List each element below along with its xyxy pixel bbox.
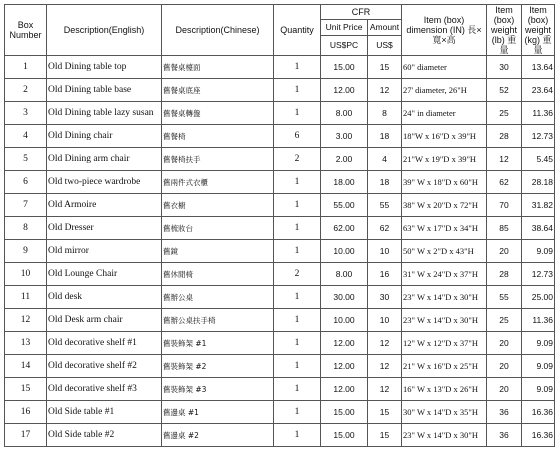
unit-price-cell: 15.00 bbox=[321, 56, 368, 79]
weight-lb-cell: 30 bbox=[487, 56, 522, 79]
weight-lb-cell: 28 bbox=[487, 263, 522, 286]
box-number-cell: 10 bbox=[5, 263, 47, 286]
description-english-cell: Old Side table #2 bbox=[47, 424, 162, 447]
quantity-cell: 2 bbox=[274, 148, 321, 171]
quantity-cell: 2 bbox=[274, 263, 321, 286]
unit-price-cell: 15.00 bbox=[321, 424, 368, 447]
description-english-cell: Old two-piece wardrobe bbox=[47, 171, 162, 194]
quantity-cell: 1 bbox=[274, 102, 321, 125]
description-english-cell: Old Dining table top bbox=[47, 56, 162, 79]
description-english-cell: Old Dresser bbox=[47, 217, 162, 240]
weight-kg-cell: 28.18 bbox=[522, 171, 555, 194]
weight-kg-cell: 25.00 bbox=[522, 286, 555, 309]
description-chinese-cell: 舊兩件式衣櫃 bbox=[162, 171, 274, 194]
dimension-cell: 39" W x 18"D x 60"H bbox=[402, 171, 487, 194]
weight-lb-cell: 55 bbox=[487, 286, 522, 309]
weight-kg-cell: 16.36 bbox=[522, 401, 555, 424]
table-row bbox=[5, 194, 555, 217]
box-number-cell: 4 bbox=[5, 125, 47, 148]
header-description-chinese: Description(Chinese) bbox=[162, 5, 274, 56]
weight-lb-cell: 25 bbox=[487, 102, 522, 125]
description-chinese-cell: 舊餐椅扶手 bbox=[162, 148, 274, 171]
description-english-cell: Old Lounge Chair bbox=[47, 263, 162, 286]
table-body bbox=[5, 56, 555, 447]
box-number-cell: 7 bbox=[5, 194, 47, 217]
header-box-number: Box Number bbox=[5, 5, 47, 56]
description-english-cell: Old Armoire bbox=[47, 194, 162, 217]
box-number-cell: 8 bbox=[5, 217, 47, 240]
description-chinese-cell: 舊餐桌檯面 bbox=[162, 56, 274, 79]
description-chinese-cell: 舊梳妝台 bbox=[162, 217, 274, 240]
description-english-cell: Old Dining table base bbox=[47, 79, 162, 102]
header-weight-kg: Item (box) weight (kg) 重量 bbox=[522, 5, 555, 56]
header-description-english: Description(English) bbox=[47, 5, 162, 56]
weight-kg-cell: 5.45 bbox=[522, 148, 555, 171]
box-number-cell: 14 bbox=[5, 355, 47, 378]
unit-price-cell: 18.00 bbox=[321, 171, 368, 194]
amount-cell: 12 bbox=[368, 332, 402, 355]
dimension-cell: 23" W x 14"D x 30"H bbox=[402, 286, 487, 309]
amount-cell: 12 bbox=[368, 79, 402, 102]
unit-price-cell: 12.00 bbox=[321, 378, 368, 401]
dimension-cell: 30" W x 14"D x 35"H bbox=[402, 401, 487, 424]
quantity-cell: 1 bbox=[274, 56, 321, 79]
dimension-cell: 12" W x 12"D x 37"H bbox=[402, 332, 487, 355]
quantity-cell: 1 bbox=[274, 424, 321, 447]
amount-cell: 4 bbox=[368, 148, 402, 171]
header-quantity: Quantity bbox=[274, 5, 321, 56]
amount-cell: 15 bbox=[368, 424, 402, 447]
dimension-cell: 63" W x 17"D x 34"H bbox=[402, 217, 487, 240]
dimension-cell: 21" W x 16"D x 25"H bbox=[402, 355, 487, 378]
weight-lb-cell: 20 bbox=[487, 240, 522, 263]
table-row bbox=[5, 378, 555, 401]
weight-kg-cell: 11.36 bbox=[522, 102, 555, 125]
dimension-cell: 24" in diameter bbox=[402, 102, 487, 125]
table-row bbox=[5, 102, 555, 125]
box-number-cell: 3 bbox=[5, 102, 47, 125]
description-chinese-cell: 舊休閒椅 bbox=[162, 263, 274, 286]
description-chinese-cell: 舊裝飾架 #3 bbox=[162, 378, 274, 401]
unit-price-cell: 12.00 bbox=[321, 355, 368, 378]
description-chinese-cell: 舊邊桌 #1 bbox=[162, 401, 274, 424]
table-header bbox=[5, 5, 555, 56]
amount-cell: 8 bbox=[368, 102, 402, 125]
header-unit-price: Unit Price bbox=[321, 19, 368, 35]
box-number-cell: 11 bbox=[5, 286, 47, 309]
dimension-cell: 27' diameter, 26"H bbox=[402, 79, 487, 102]
table-row bbox=[5, 355, 555, 378]
unit-price-cell: 12.00 bbox=[321, 332, 368, 355]
table-row bbox=[5, 171, 555, 194]
description-english-cell: Old Dining chair bbox=[47, 125, 162, 148]
box-number-cell: 15 bbox=[5, 378, 47, 401]
box-number-cell: 2 bbox=[5, 79, 47, 102]
weight-kg-cell: 31.82 bbox=[522, 194, 555, 217]
description-chinese-cell: 舊裝飾架 #1 bbox=[162, 332, 274, 355]
dimension-cell: 60" diameter bbox=[402, 56, 487, 79]
unit-price-cell: 10.00 bbox=[321, 240, 368, 263]
unit-price-cell: 30.00 bbox=[321, 286, 368, 309]
quantity-cell: 6 bbox=[274, 125, 321, 148]
box-number-cell: 17 bbox=[5, 424, 47, 447]
description-chinese-cell: 舊邊桌 #2 bbox=[162, 424, 274, 447]
weight-kg-cell: 12.73 bbox=[522, 125, 555, 148]
header-dimension: Item (box) dimension (IN) 長×寬×高 bbox=[402, 5, 487, 56]
weight-lb-cell: 36 bbox=[487, 401, 522, 424]
table-row bbox=[5, 56, 555, 79]
table-row bbox=[5, 148, 555, 171]
quantity-cell: 1 bbox=[274, 401, 321, 424]
quantity-cell: 1 bbox=[274, 286, 321, 309]
table-row bbox=[5, 263, 555, 286]
dimension-cell: 50" W x 2"D x 43"H bbox=[402, 240, 487, 263]
unit-price-cell: 8.00 bbox=[321, 263, 368, 286]
table-row bbox=[5, 240, 555, 263]
description-chinese-cell: 舊裝飾架 #2 bbox=[162, 355, 274, 378]
box-number-cell: 16 bbox=[5, 401, 47, 424]
description-english-cell: Old Dining arm chair bbox=[47, 148, 162, 171]
unit-price-cell: 10.00 bbox=[321, 309, 368, 332]
weight-lb-cell: 20 bbox=[487, 355, 522, 378]
description-english-cell: Old desk bbox=[47, 286, 162, 309]
description-english-cell: Old decorative shelf #2 bbox=[47, 355, 162, 378]
quantity-cell: 1 bbox=[274, 378, 321, 401]
weight-kg-cell: 16.36 bbox=[522, 424, 555, 447]
quantity-cell: 1 bbox=[274, 217, 321, 240]
dimension-cell: 21"W x 19"D x 39"H bbox=[402, 148, 487, 171]
weight-lb-cell: 20 bbox=[487, 332, 522, 355]
dimension-cell: 38" W x 20"D x 72"H bbox=[402, 194, 487, 217]
table-row bbox=[5, 79, 555, 102]
amount-cell: 18 bbox=[368, 171, 402, 194]
amount-cell: 30 bbox=[368, 286, 402, 309]
box-number-cell: 1 bbox=[5, 56, 47, 79]
quantity-cell: 1 bbox=[274, 171, 321, 194]
weight-kg-cell: 23.64 bbox=[522, 79, 555, 102]
amount-cell: 62 bbox=[368, 217, 402, 240]
table-row bbox=[5, 332, 555, 355]
description-chinese-cell: 舊餐桌底座 bbox=[162, 79, 274, 102]
amount-cell: 10 bbox=[368, 309, 402, 332]
description-english-cell: Old decorative shelf #3 bbox=[47, 378, 162, 401]
weight-kg-cell: 12.73 bbox=[522, 263, 555, 286]
quantity-cell: 1 bbox=[274, 332, 321, 355]
dimension-cell: 18"W x 16"D x 39"H bbox=[402, 125, 487, 148]
description-english-cell: Old Desk arm chair bbox=[47, 309, 162, 332]
amount-cell: 12 bbox=[368, 355, 402, 378]
description-english-cell: Old mirror bbox=[47, 240, 162, 263]
weight-lb-cell: 25 bbox=[487, 309, 522, 332]
quantity-cell: 1 bbox=[274, 309, 321, 332]
amount-cell: 15 bbox=[368, 401, 402, 424]
unit-price-cell: 55.00 bbox=[321, 194, 368, 217]
weight-lb-cell: 52 bbox=[487, 79, 522, 102]
unit-price-cell: 12.00 bbox=[321, 79, 368, 102]
description-english-cell: Old Dining table lazy susan bbox=[47, 102, 162, 125]
amount-cell: 15 bbox=[368, 56, 402, 79]
dimension-cell: 23" W x 14"D x 30"H bbox=[402, 309, 487, 332]
quantity-cell: 1 bbox=[274, 355, 321, 378]
box-number-cell: 5 bbox=[5, 148, 47, 171]
table-row bbox=[5, 217, 555, 240]
header-amount-currency: US$ bbox=[368, 35, 402, 55]
amount-cell: 12 bbox=[368, 378, 402, 401]
table-row bbox=[5, 424, 555, 447]
weight-lb-cell: 28 bbox=[487, 125, 522, 148]
dimension-cell: 23" W x 14"D x 30"H bbox=[402, 424, 487, 447]
weight-kg-cell: 9.09 bbox=[522, 355, 555, 378]
description-english-cell: Old Side table #1 bbox=[47, 401, 162, 424]
description-chinese-cell: 舊鏡 bbox=[162, 240, 274, 263]
description-chinese-cell: 舊餐桌轉盤 bbox=[162, 102, 274, 125]
weight-kg-cell: 13.64 bbox=[522, 56, 555, 79]
header-amount: Amount bbox=[368, 19, 402, 35]
table-row bbox=[5, 286, 555, 309]
weight-kg-cell: 38.64 bbox=[522, 217, 555, 240]
weight-lb-cell: 85 bbox=[487, 217, 522, 240]
quantity-cell: 1 bbox=[274, 194, 321, 217]
weight-kg-cell: 11.36 bbox=[522, 309, 555, 332]
amount-cell: 16 bbox=[368, 263, 402, 286]
header-weight-lb: Item (box) weight (lb) 重量 bbox=[487, 5, 522, 56]
unit-price-cell: 3.00 bbox=[321, 125, 368, 148]
quantity-cell: 1 bbox=[274, 240, 321, 263]
quantity-cell: 1 bbox=[274, 79, 321, 102]
amount-cell: 10 bbox=[368, 240, 402, 263]
dimension-cell: 31" W x 24"D x 37"H bbox=[402, 263, 487, 286]
packing-list-table bbox=[4, 4, 555, 447]
table-row bbox=[5, 125, 555, 148]
weight-lb-cell: 36 bbox=[487, 424, 522, 447]
table-row bbox=[5, 309, 555, 332]
unit-price-cell: 15.00 bbox=[321, 401, 368, 424]
weight-lb-cell: 20 bbox=[487, 378, 522, 401]
table-row bbox=[5, 401, 555, 424]
weight-kg-cell: 9.09 bbox=[522, 240, 555, 263]
dimension-cell: 16" W x 13"D x 26"H bbox=[402, 378, 487, 401]
amount-cell: 18 bbox=[368, 125, 402, 148]
box-number-cell: 12 bbox=[5, 309, 47, 332]
description-chinese-cell: 舊餐椅 bbox=[162, 125, 274, 148]
unit-price-cell: 8.00 bbox=[321, 102, 368, 125]
description-chinese-cell: 舊衣櫥 bbox=[162, 194, 274, 217]
unit-price-cell: 2.00 bbox=[321, 148, 368, 171]
box-number-cell: 9 bbox=[5, 240, 47, 263]
weight-kg-cell: 9.09 bbox=[522, 332, 555, 355]
weight-lb-cell: 62 bbox=[487, 171, 522, 194]
description-chinese-cell: 舊辦公桌 bbox=[162, 286, 274, 309]
header-cfr: CFR bbox=[321, 5, 402, 20]
amount-cell: 55 bbox=[368, 194, 402, 217]
unit-price-cell: 62.00 bbox=[321, 217, 368, 240]
description-chinese-cell: 舊辦公桌扶手椅 bbox=[162, 309, 274, 332]
weight-lb-cell: 12 bbox=[487, 148, 522, 171]
description-english-cell: Old decorative shelf #1 bbox=[47, 332, 162, 355]
box-number-cell: 13 bbox=[5, 332, 47, 355]
weight-kg-cell: 9.09 bbox=[522, 378, 555, 401]
box-number-cell: 6 bbox=[5, 171, 47, 194]
weight-lb-cell: 70 bbox=[487, 194, 522, 217]
header-unit-price-currency: US$PC bbox=[321, 35, 368, 55]
